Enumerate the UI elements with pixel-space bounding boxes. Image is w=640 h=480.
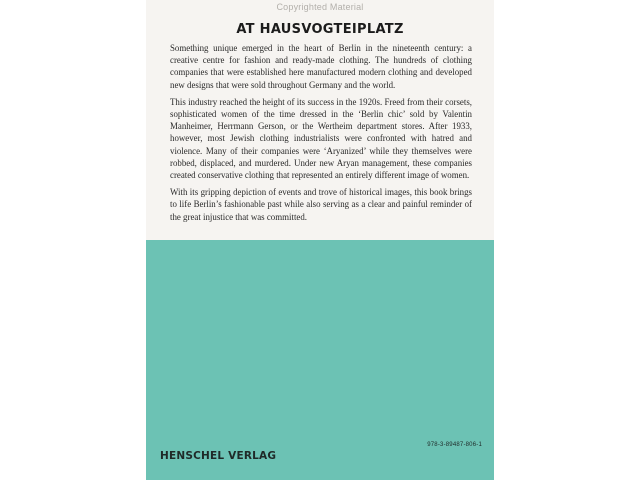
teal-color-panel	[146, 240, 494, 480]
book-title: AT HAUSVOGTEIPLATZ	[236, 22, 404, 37]
barcode-area	[390, 410, 488, 470]
book-back-cover	[146, 0, 494, 480]
publisher-name: HENSCHEL VERLAG	[160, 450, 277, 462]
blurb-paragraph-3: With its gripping depiction of events and trove of historical images, this book brings to life Berlin’s fashionable past while also serving as a clear and painful reminder of the great injustice that was committed.	[170, 187, 472, 222]
blurb-text	[170, 42, 472, 228]
blurb-paragraph-1: Something unique emerged in the heart of Berlin in the nineteenth century: a creative centre for fashion and ready-made clothing. The hundreds of clothing companies that were established here manufactured modern clothing and developed new designs that were sold throughout Germany and the world.	[170, 43, 472, 90]
copyright-watermark: Copyrighted Material	[276, 2, 364, 12]
blurb-paragraph-2: This industry reached the height of its success in the 1920s. Freed from their corsets, sophisticated women of the time dressed in the ‘Berlin chic’ sold by Valentin Manheimer, Herrmann Gerson, or the Wertheim department stores. After 1933, however, most Jewish clothing industrialists were confronted with hatred and violence. Many of their companies were ‘Aryanized’ while they themselves were robbed, displaced, and murdered. Under new Aryan management, these companies created conservative clothing that represented an entirely different image of women.	[170, 96, 472, 181]
isbn-number: 978-3-89487-806-1	[427, 442, 482, 448]
